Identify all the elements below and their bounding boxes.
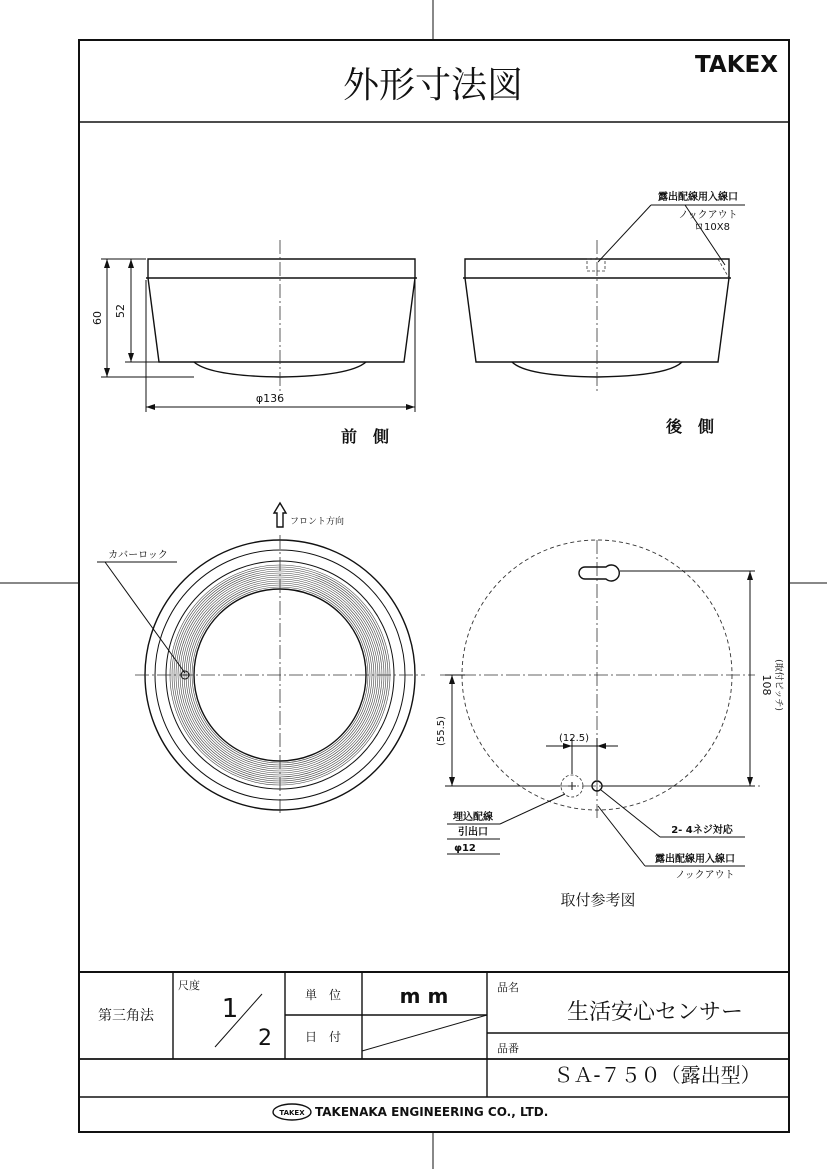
front-body-outline [148,259,415,362]
dim-52-label: 52 [114,304,127,318]
brand-logo: TAKEX [695,52,778,78]
tb-date-slash [362,1015,487,1051]
unit-value: m m [399,984,449,1008]
dim-108-note: (取付ピッチ) [773,659,783,711]
top-view [97,503,425,815]
rear-view-label: 後 側 [665,417,715,436]
page-title: 外形寸法図 [342,65,524,106]
cover-lock-label: カバーロック [108,550,168,561]
knockout-title: 露出配線用入線口 [658,192,738,203]
embedded-leader [500,794,565,824]
product-code-label: 品番 [497,1042,519,1055]
product-name-label: 品名 [497,981,519,994]
embedded-label-3: φ12 [454,843,476,854]
embedded-label-2: 引出口 [458,827,488,838]
company-logo-text: TAKEX [279,1109,305,1117]
date-label: 日 付 [304,1030,342,1044]
knockout2-title: 露出配線用入線口 [655,854,735,865]
dim-108-label: 108 [760,674,773,696]
rear-view [463,190,745,436]
scale-numerator: 1 [221,994,239,1024]
knockout-sub2: ロ10X8 [694,222,730,233]
unit-label: 単 位 [304,988,342,1002]
cover-lock-leader [105,562,185,673]
dim-136-label: φ136 [255,392,285,405]
dim-55-label: (55.5) [436,715,447,747]
front-direction-arrow [274,503,286,527]
projection-label: 第三角法 [98,1008,154,1024]
front-direction-label: フロント方向 [290,517,345,527]
keyhole-slot [579,565,619,581]
dim-12-label: (12.5) [558,733,590,744]
knockout-sub1: ノックアウト [678,210,738,221]
dim-60-label: 60 [91,311,104,325]
scale-denominator: 2 [258,1026,272,1051]
knockout-leader-1 [598,205,651,262]
scale-label: 尺度 [178,979,200,992]
knockout2-sub: ノックアウト [675,870,735,881]
embedded-label-1: 埋込配線 [453,812,493,823]
rear-knockout-hidden [587,259,605,271]
knockout2-leader [598,806,645,866]
mount-view-label: 取付参考図 [560,891,636,909]
screw-leader [601,790,660,837]
front-view [91,240,417,446]
screw-label: 2- 4ネジ対応 [671,825,733,836]
mounting-view [436,540,785,909]
front-view-label: 前 側 [340,427,390,446]
title-block [79,972,789,1120]
sheet-border [79,40,789,1132]
product-name: 生活安心センサー [566,1000,744,1025]
product-code: ＳＡ-７５０（露出型） [553,1063,761,1087]
company-name: TAKENAKA ENGINEERING CO., LTD. [315,1105,549,1119]
